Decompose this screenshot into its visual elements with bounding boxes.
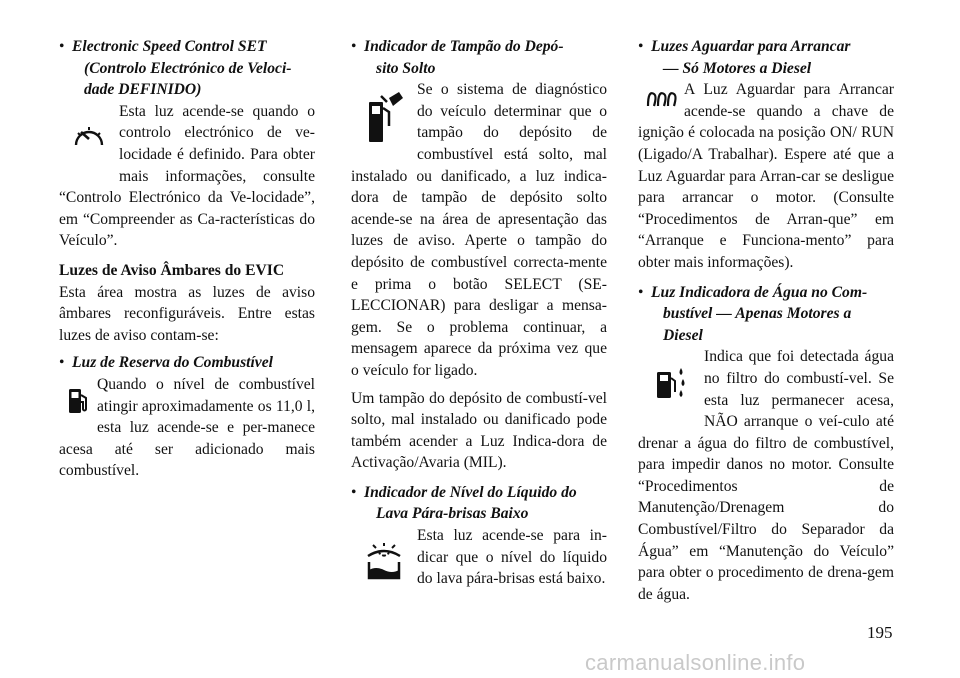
item-title: Electronic Speed Control SET (Controlo Electrónico de Veloci- dade DEFINIDO)	[72, 38, 292, 99]
section-intro: Esta área mostra as luzes de aviso âmbares reconfiguráveis. Entre estas luzes de aviso contam-se:	[59, 283, 315, 344]
item-title: Luzes Aguardar para Arrancar — Só Motores a Diesel	[651, 38, 851, 77]
bullet: •	[59, 354, 65, 372]
fuel-pump-icon	[59, 378, 97, 422]
bullet: •	[638, 283, 644, 301]
column-3	[638, 36, 894, 611]
bullet: •	[351, 483, 357, 501]
water-in-fuel-icon	[638, 350, 704, 416]
item-title: Luz de Reserva do Combustível	[72, 354, 273, 372]
column-1	[59, 36, 315, 488]
speed-control-item	[59, 36, 315, 252]
washer-fluid-icon	[351, 529, 417, 595]
loose-gas-cap-icon	[351, 83, 417, 151]
item-body: Se o sistema de diagnóstico do veículo determinar que o tampão do depósito de combustível está solto, mal instalado ou danificado, a luz indica-dora de tampão de depósito solto acende-se na área de apresentação das luzes de aviso. Aperte o tampão do depósito de combustível correcta-mente e prima o botão SELECT (SE-LECCIONAR) para desligar a mensa-gem. Se o problema continuar, a mensagem aparece da próxima vez que o veículo for ligado.	[351, 81, 607, 379]
item-body: Indica que foi detectada água no filtro do combustí-vel. Se esta luz permanecer acesa, NÃO arranque o veí-culo até drenar a água do filtro de combustível, para impedir danos no motor. Consulte “Procedimentos de Manutenção/Drenagem do Combustível/Filtro do Separador da Água” em “Manutenção do Veículo” para obter o procedimento de drena-gem de água.	[638, 348, 894, 603]
body-paragraph: Um tampão do depósito de combustí-vel solto, mal instalado ou danificado pode também acender a Luz Indica-dora de Activação/Avaria (MIL).	[351, 389, 607, 472]
page-number: 195	[867, 623, 893, 642]
bullet: •	[638, 38, 644, 55]
column-2	[351, 36, 607, 601]
glow-plug-icon	[638, 83, 684, 113]
item-body: Quando o nível de combustível atingir aproximadamente os 11,0 l, esta luz acende-se e per-manece acesa até ser adicionado mais combustível.	[59, 375, 315, 480]
bullet: •	[59, 38, 65, 55]
bullet: •	[351, 38, 357, 55]
glow-plug-item	[638, 36, 894, 274]
watermark: carmanualsonline.info	[585, 650, 806, 675]
loose-gas-cap-item	[351, 36, 607, 382]
item-title: Indicador de Nível do Líquido do Lava Pára-brisas Baixo	[364, 483, 577, 523]
item-title: Indicador de Tampão do Depó- sito Solto	[364, 38, 564, 77]
washer-fluid-item	[351, 482, 607, 595]
item-body: Esta luz acende-se quando o controlo electrónico de ve-locidade é definido. Para obter mais informações, consulte “Controlo Electrónico da Ve-locidade”, em “Compreender as Ca-racterísticas do Veículo”.	[59, 102, 315, 250]
item-body: Esta luz acende-se para in-dicar que o nível do líquido do lava pára-brisas está baixo.	[417, 527, 607, 588]
speedometer-icon	[59, 105, 119, 171]
item-body: A Luz Aguardar para Arrancar acende-se quando a chave de ignição é colocada na posição ON/ RUN (Ligado/A Trabalhar). Espere até que a Luz Aguardar para Arran-car se desligue para arrancar o motor. (Consulte “Procedimentos de Arran-que” em “Arranque e Funciona-mento” para obter mais informações).	[638, 81, 894, 271]
water-in-fuel-item	[638, 282, 894, 606]
fuel-reserve-item	[59, 352, 315, 482]
item-title: Luz Indicadora de Água no Com- bustível — Apenas Motores a Diesel	[651, 283, 868, 344]
section-heading: Luzes de Aviso Âmbares do EVIC	[59, 261, 285, 279]
